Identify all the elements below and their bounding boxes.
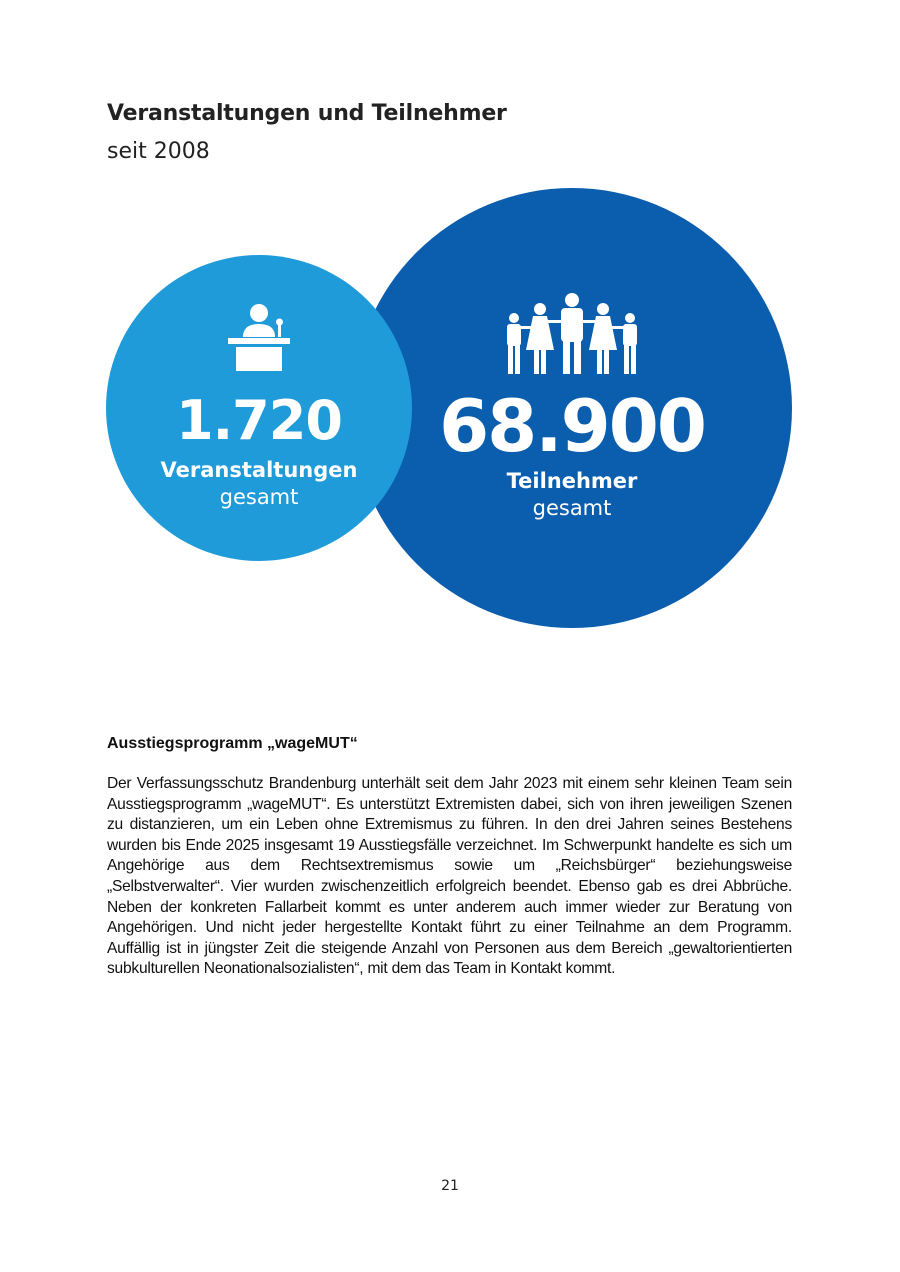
events-sublabel: gesamt xyxy=(219,485,299,509)
participants-value: 68.900 xyxy=(439,384,705,468)
section-heading: Ausstiegsprogramm „wageMUT“ xyxy=(107,735,358,752)
section-body: Der Verfassungsschutz Brandenburg unterhält seit dem Jahr 2023 mit einem sehr kleinen Team sein Ausstiegsprogramm „wageMUT“. Es unterstützt Extremisten dabei, sich von ihren jeweiligen Szenen zu distanzieren, um ein Leben ohne Extremismus zu führen. In den drei Jahren seines Bestehens wurden bis Ende 2025 insgesamt 19 Ausstiegsfälle verzeichnet. Im Schwerpunkt handelte es sich um Angehörige aus dem Rechtsextremismus sowie um „Reichsbürger“ beziehungsweise „Selbstverwalter“. Vier wurden zwischenzeitlich erfolgreich beendet. Ebenso gab es drei Abbrüche. Neben der konkreten Fallarbeit kommt es unter anderem auch immer wieder zur Beratung von Angehörigen. Und nicht jeder hergestellte Kontakt führt zu einer Teilnahme an dem Programm. Auffällig ist in jüngster Zeit die steigende Anzahl von Personen aus dem Bereich „gewaltorientierten subkulturellen Neonationalsozialisten“, mit dem das Team in Kontakt kommt. xyxy=(107,775,792,978)
page-number: 21 xyxy=(441,1178,459,1194)
participants-sublabel: gesamt xyxy=(532,496,612,520)
page-subtitle: seit 2008 xyxy=(107,139,210,164)
events-value: 1.720 xyxy=(176,389,342,452)
events-label: Veranstaltungen xyxy=(160,458,358,482)
speaker-podium-icon xyxy=(228,303,290,373)
participants-label: Teilnehmer xyxy=(506,469,638,493)
events-bubble xyxy=(106,255,412,561)
people-group-icon xyxy=(502,292,642,376)
page-title: Veranstaltungen und Teilnehmer xyxy=(107,101,507,126)
participants-bubble xyxy=(352,188,792,628)
